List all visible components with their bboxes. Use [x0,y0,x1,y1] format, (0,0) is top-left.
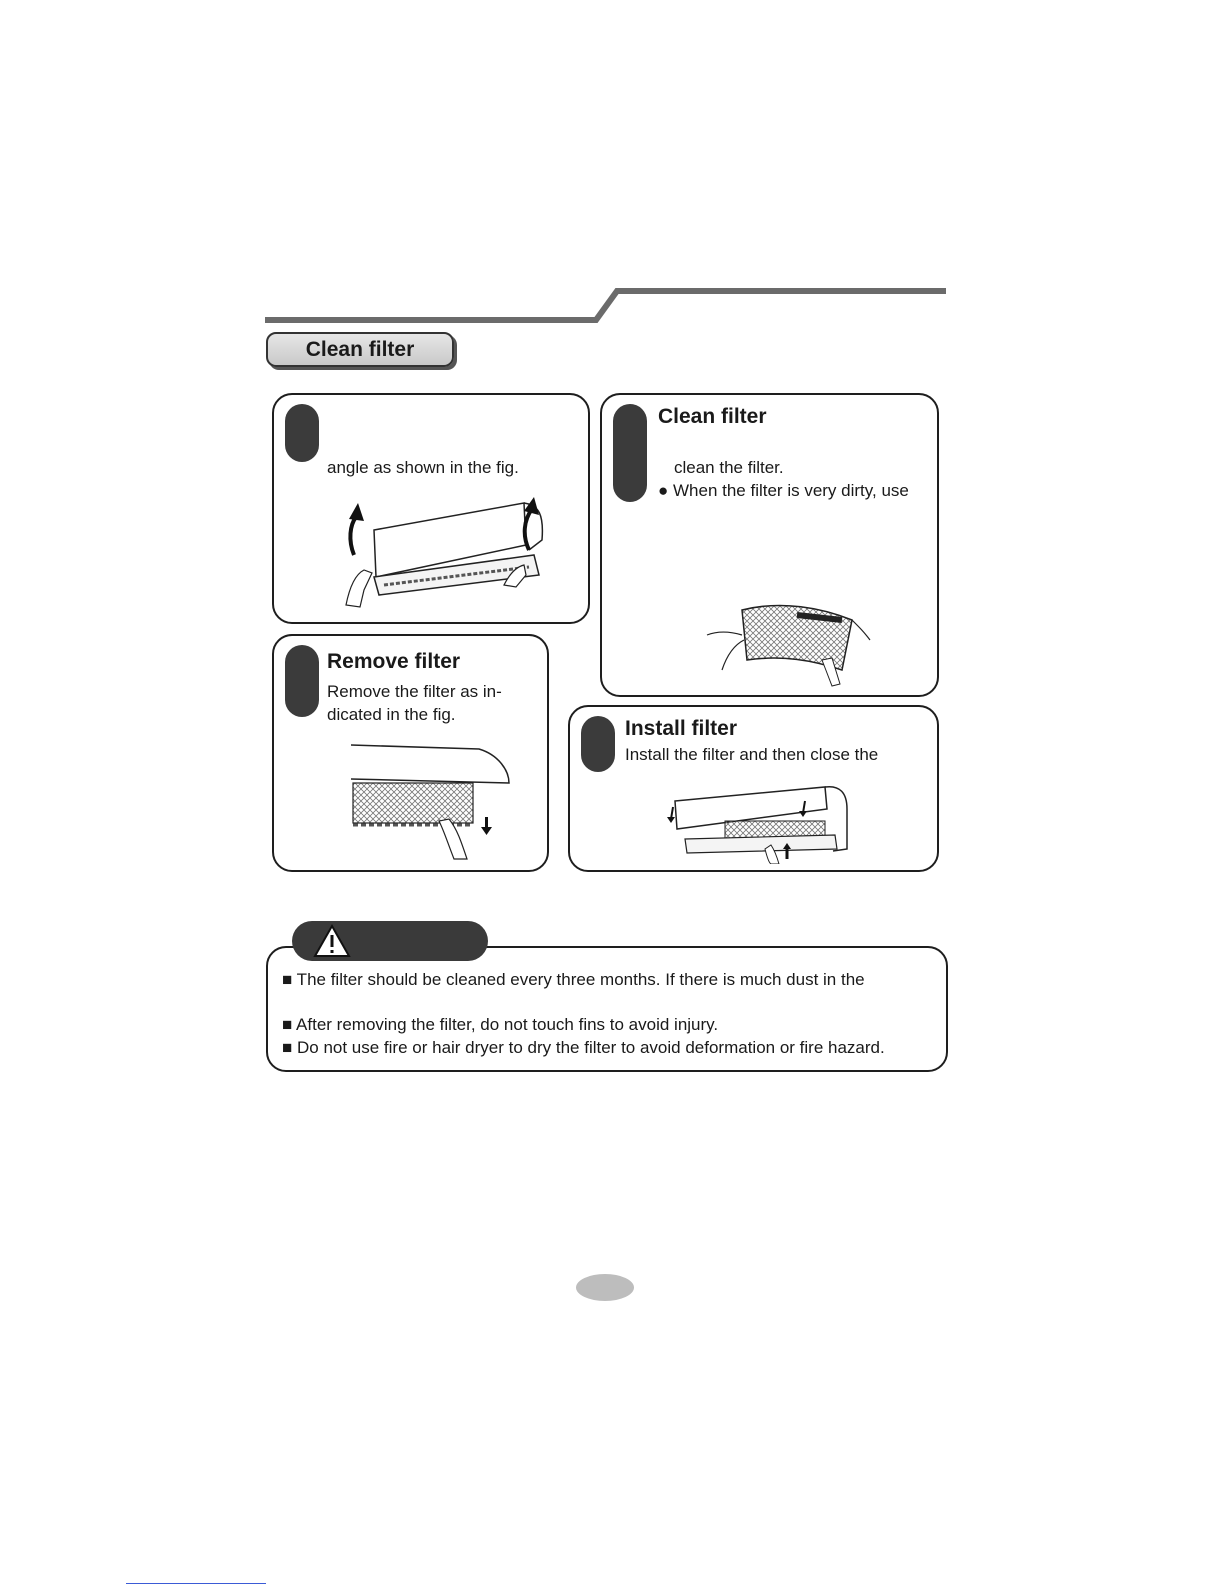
step-remove-panel [272,634,549,872]
clean-filter-figure [702,600,872,690]
caution-item: ■ After removing the filter, do not touch fins to avoid injury. [282,1015,719,1034]
footer-link[interactable] [126,1583,266,1584]
step-install-line1: Install the filter and then close the [625,745,879,764]
install-filter-figure [665,779,860,864]
step-install-title: Install filter [625,717,738,740]
step-number-marker [613,404,647,502]
caution-item: ■ Do not use fire or hair dryer to dry the filter to avoid deformation or fire hazard. [282,1038,885,1057]
step-clean-line1: clean the filter. [674,458,784,477]
caution-item: ■ The filter should be cleaned every three months. If there is much dust in the [282,970,865,989]
step-number-marker [285,404,319,462]
header-rule [0,0,1225,340]
step-number-marker [285,645,319,717]
step-number-marker [581,716,615,772]
step-remove-line1: Remove the filter as in- [327,682,502,701]
remove-filter-figure [349,741,519,861]
open-panel-figure [334,495,554,613]
step-clean-panel [600,393,939,697]
step-clean-line2: ● When the filter is very dirty, use [658,481,909,500]
step-open-text: angle as shown in the fig. [327,458,519,477]
section-title: Clean filter [305,338,415,361]
step-remove-title: Remove filter [327,650,461,673]
arrow-down-icon [481,817,492,835]
caution-tab [292,921,488,961]
step-remove-line2: dicated in the fig. [327,705,456,724]
arrow-up-icon [350,517,356,555]
caution-box [266,946,948,1072]
warning-triangle-icon [312,923,352,959]
step-open-panel [272,393,590,624]
section-title-tab [266,332,454,367]
step-install-panel [568,705,939,872]
page-number-badge [576,1274,634,1301]
step-clean-title: Clean filter [658,405,767,428]
